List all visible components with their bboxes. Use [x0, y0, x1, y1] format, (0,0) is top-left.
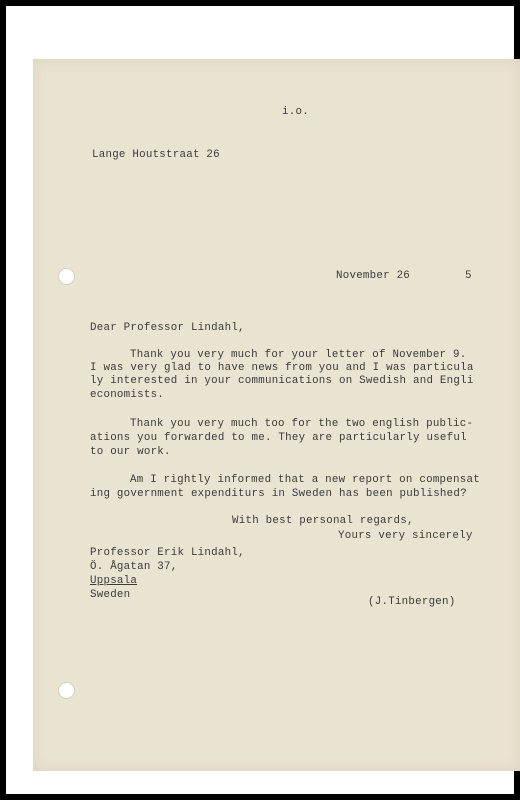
sender-address: Lange Houtstraat 26 — [92, 149, 220, 161]
recipient-name: Professor Erik Lindahl, — [90, 547, 245, 559]
recipient-city: Uppsala — [90, 575, 138, 587]
paragraph-1-line-1: Thank you very much for your letter of November 9. — [130, 349, 467, 361]
letter-date: November 26 — [336, 270, 411, 282]
punch-hole-bottom — [58, 682, 75, 699]
letter-page — [33, 59, 520, 771]
recipient-country: Sweden — [90, 589, 131, 601]
paragraph-2-line-1: Thank you very much too for the two english public- — [130, 418, 474, 430]
paragraph-1-line-4: economists. — [90, 389, 165, 401]
recipient-street: Ö. Ågatan 37, — [90, 561, 178, 573]
paragraph-2-line-3: to our work. — [90, 446, 171, 458]
punch-hole-top — [58, 268, 75, 285]
closing-sincerely: Yours very sincerely — [338, 530, 473, 542]
paragraph-3-line-1: Am I rightly informed that a new report on compensat — [130, 474, 480, 486]
letter-date-year: 5 — [465, 270, 472, 282]
salutation: Dear Professor Lindahl, — [90, 322, 245, 334]
signature: (J.Tinbergen) — [368, 596, 456, 608]
paragraph-1-line-2: I was very glad to have news from you and I was particula — [90, 362, 474, 374]
reference-mark: i.o. — [282, 106, 309, 118]
paragraph-2-line-2: ations you forwarded to me. They are particularly useful — [90, 432, 467, 444]
closing-regards: With best personal regards, — [232, 515, 414, 527]
paragraph-3-line-2: ing government expenditurs in Sweden has been published? — [90, 488, 467, 500]
paragraph-1-line-3: ly interested in your communications on Swedish and Engli — [90, 375, 474, 387]
